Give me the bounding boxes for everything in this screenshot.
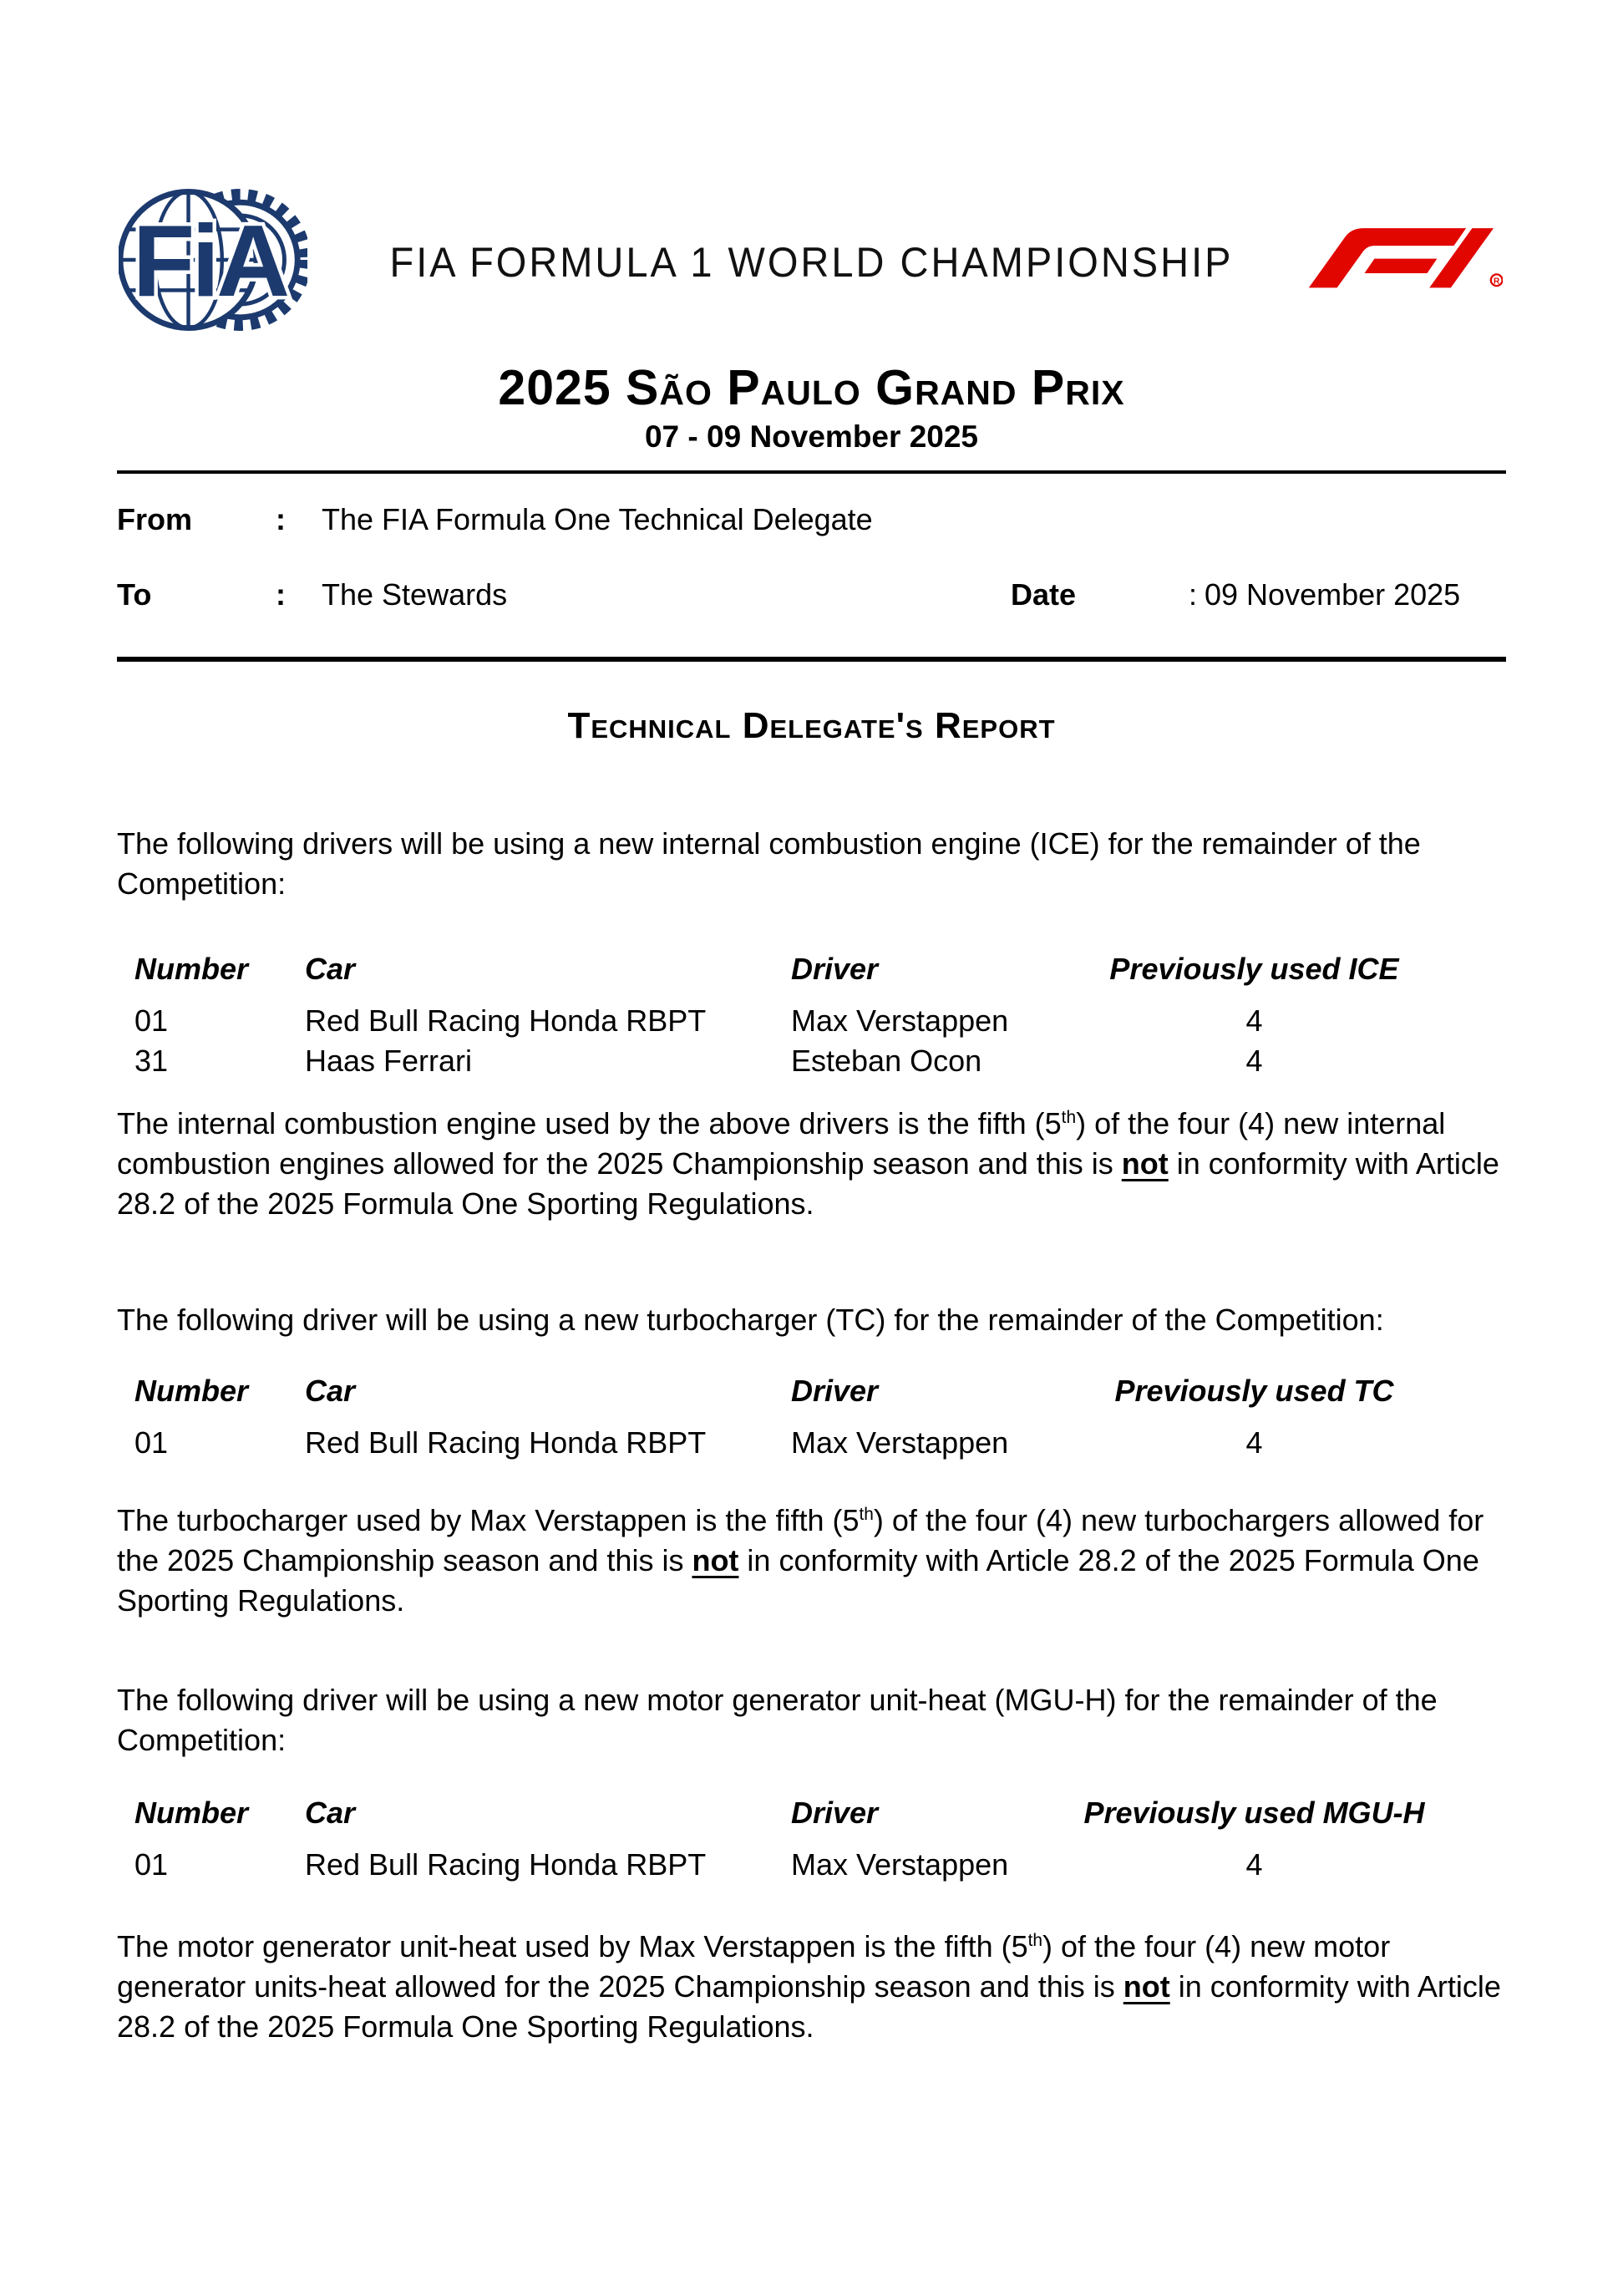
mguh-intro-paragraph: The following driver will be using a new motor generator unit-heat (MGU-H) for the remainder of the Competition: [117, 1683, 1438, 1757]
ice-table-header-row [117, 949, 1506, 989]
ice-note-paragraph: The internal combustion engine used by the above drivers is the fifth (5th) of the four (4) new internal combustion engines allowed for the 2025 Championship season and this is not in conformity with Article 28.2 of the 2025 Formula One Sporting Regulations. [117, 1106, 1499, 1221]
f1-registered-mark: R [1494, 277, 1500, 287]
driver-column-header: Driver [791, 1796, 879, 1830]
driver-column-header: Driver [791, 1374, 879, 1408]
previously-used-column-header: Previously used TC [1114, 1374, 1394, 1408]
date-colon: : [1189, 577, 1198, 612]
car-column-header: Car [305, 1796, 356, 1830]
from-row [117, 500, 1506, 540]
number-column-header: Number [134, 1374, 249, 1408]
driver-cell: Esteban Ocon [791, 1044, 982, 1078]
top-divider [117, 470, 1506, 474]
car-column-header: Car [305, 1374, 356, 1408]
from-value: The FIA Formula One Technical Delegate [322, 502, 873, 536]
date-value: 09 November 2025 [1205, 577, 1461, 612]
driver-column-header: Driver [791, 952, 879, 986]
tc-table-header-row [117, 1371, 1506, 1411]
table-row [117, 1001, 1506, 1041]
car-number-cell: 01 [134, 1425, 169, 1460]
previously-used-cell: 4 [1245, 1847, 1263, 1882]
tc-table [117, 1371, 1506, 1463]
number-column-header: Number [134, 952, 249, 986]
car-number-cell: 01 [134, 1003, 169, 1038]
car-column-header: Car [305, 952, 356, 986]
table-row [117, 1845, 1506, 1885]
from-label: From [117, 502, 192, 536]
driver-cell: Max Verstappen [791, 1003, 1009, 1038]
from-colon: : [276, 502, 286, 536]
car-number-cell: 31 [134, 1044, 169, 1078]
ice-intro-paragraph: The following drivers will be using a new internal combustion engine (ICE) for the remainder of the Competition: [117, 826, 1421, 901]
event-title: 2025 São Paulo Grand Prix [498, 360, 1125, 415]
report-heading: Technical Delegate's Report [567, 705, 1056, 746]
section-divider [117, 657, 1506, 662]
document-header [117, 177, 1506, 344]
to-colon: : [276, 577, 286, 612]
previously-used-cell: 4 [1245, 1044, 1263, 1078]
driver-cell: Max Verstappen [791, 1425, 1009, 1460]
to-label: To [117, 577, 152, 612]
tc-intro-paragraph: The following driver will be using a new turbocharger (TC) for the remainder of the Competition: [117, 1303, 1384, 1337]
car-cell: Red Bull Racing Honda RBPT [305, 1425, 707, 1460]
previously-used-cell: 4 [1245, 1003, 1263, 1038]
to-value: The Stewards [322, 577, 508, 612]
championship-title: FIA FORMULA 1 WORLD CHAMPIONSHIP [389, 238, 1234, 286]
mguh-table-header-row [117, 1793, 1506, 1833]
previously-used-column-header: Previously used MGU-H [1083, 1796, 1425, 1830]
f1-logo [1307, 211, 1503, 301]
car-cell: Red Bull Racing Honda RBPT [305, 1847, 707, 1882]
to-date-row [117, 575, 1506, 615]
table-row [117, 1423, 1506, 1463]
mguh-note-paragraph: The motor generator unit-heat used by Max Verstappen is the fifth (5th) of the four (4) new motor generator units-heat allowed for the 2025 Championship season and this is not in conformity with Article 28.2 of the 2025 Formula One Sporting Regulations. [117, 1929, 1501, 2044]
fia-logo-text: FiA [132, 204, 287, 318]
car-cell: Red Bull Racing Honda RBPT [305, 1003, 707, 1038]
event-dates: 07 - 09 November 2025 [644, 419, 978, 454]
table-row [117, 1041, 1506, 1081]
number-column-header: Number [134, 1796, 249, 1830]
tc-note-paragraph: The turbocharger used by Max Verstappen is the fifth (5th) of the four (4) new turbochargers allowed for the 2025 Championship season and this is not in conformity with Article 28.2 of the 2025 Formula One Sporting Regulations. [117, 1503, 1484, 1618]
report-body [117, 824, 1506, 2047]
mguh-table [117, 1793, 1506, 1885]
f1-logo-glyphs [1309, 228, 1503, 287]
previously-used-cell: 4 [1245, 1425, 1263, 1460]
driver-cell: Max Verstappen [791, 1847, 1009, 1882]
previously-used-column-header: Previously used ICE [1109, 952, 1399, 986]
car-cell: Haas Ferrari [305, 1044, 473, 1078]
car-number-cell: 01 [134, 1847, 169, 1882]
ice-table [117, 949, 1506, 1081]
date-label: Date [1011, 577, 1077, 612]
